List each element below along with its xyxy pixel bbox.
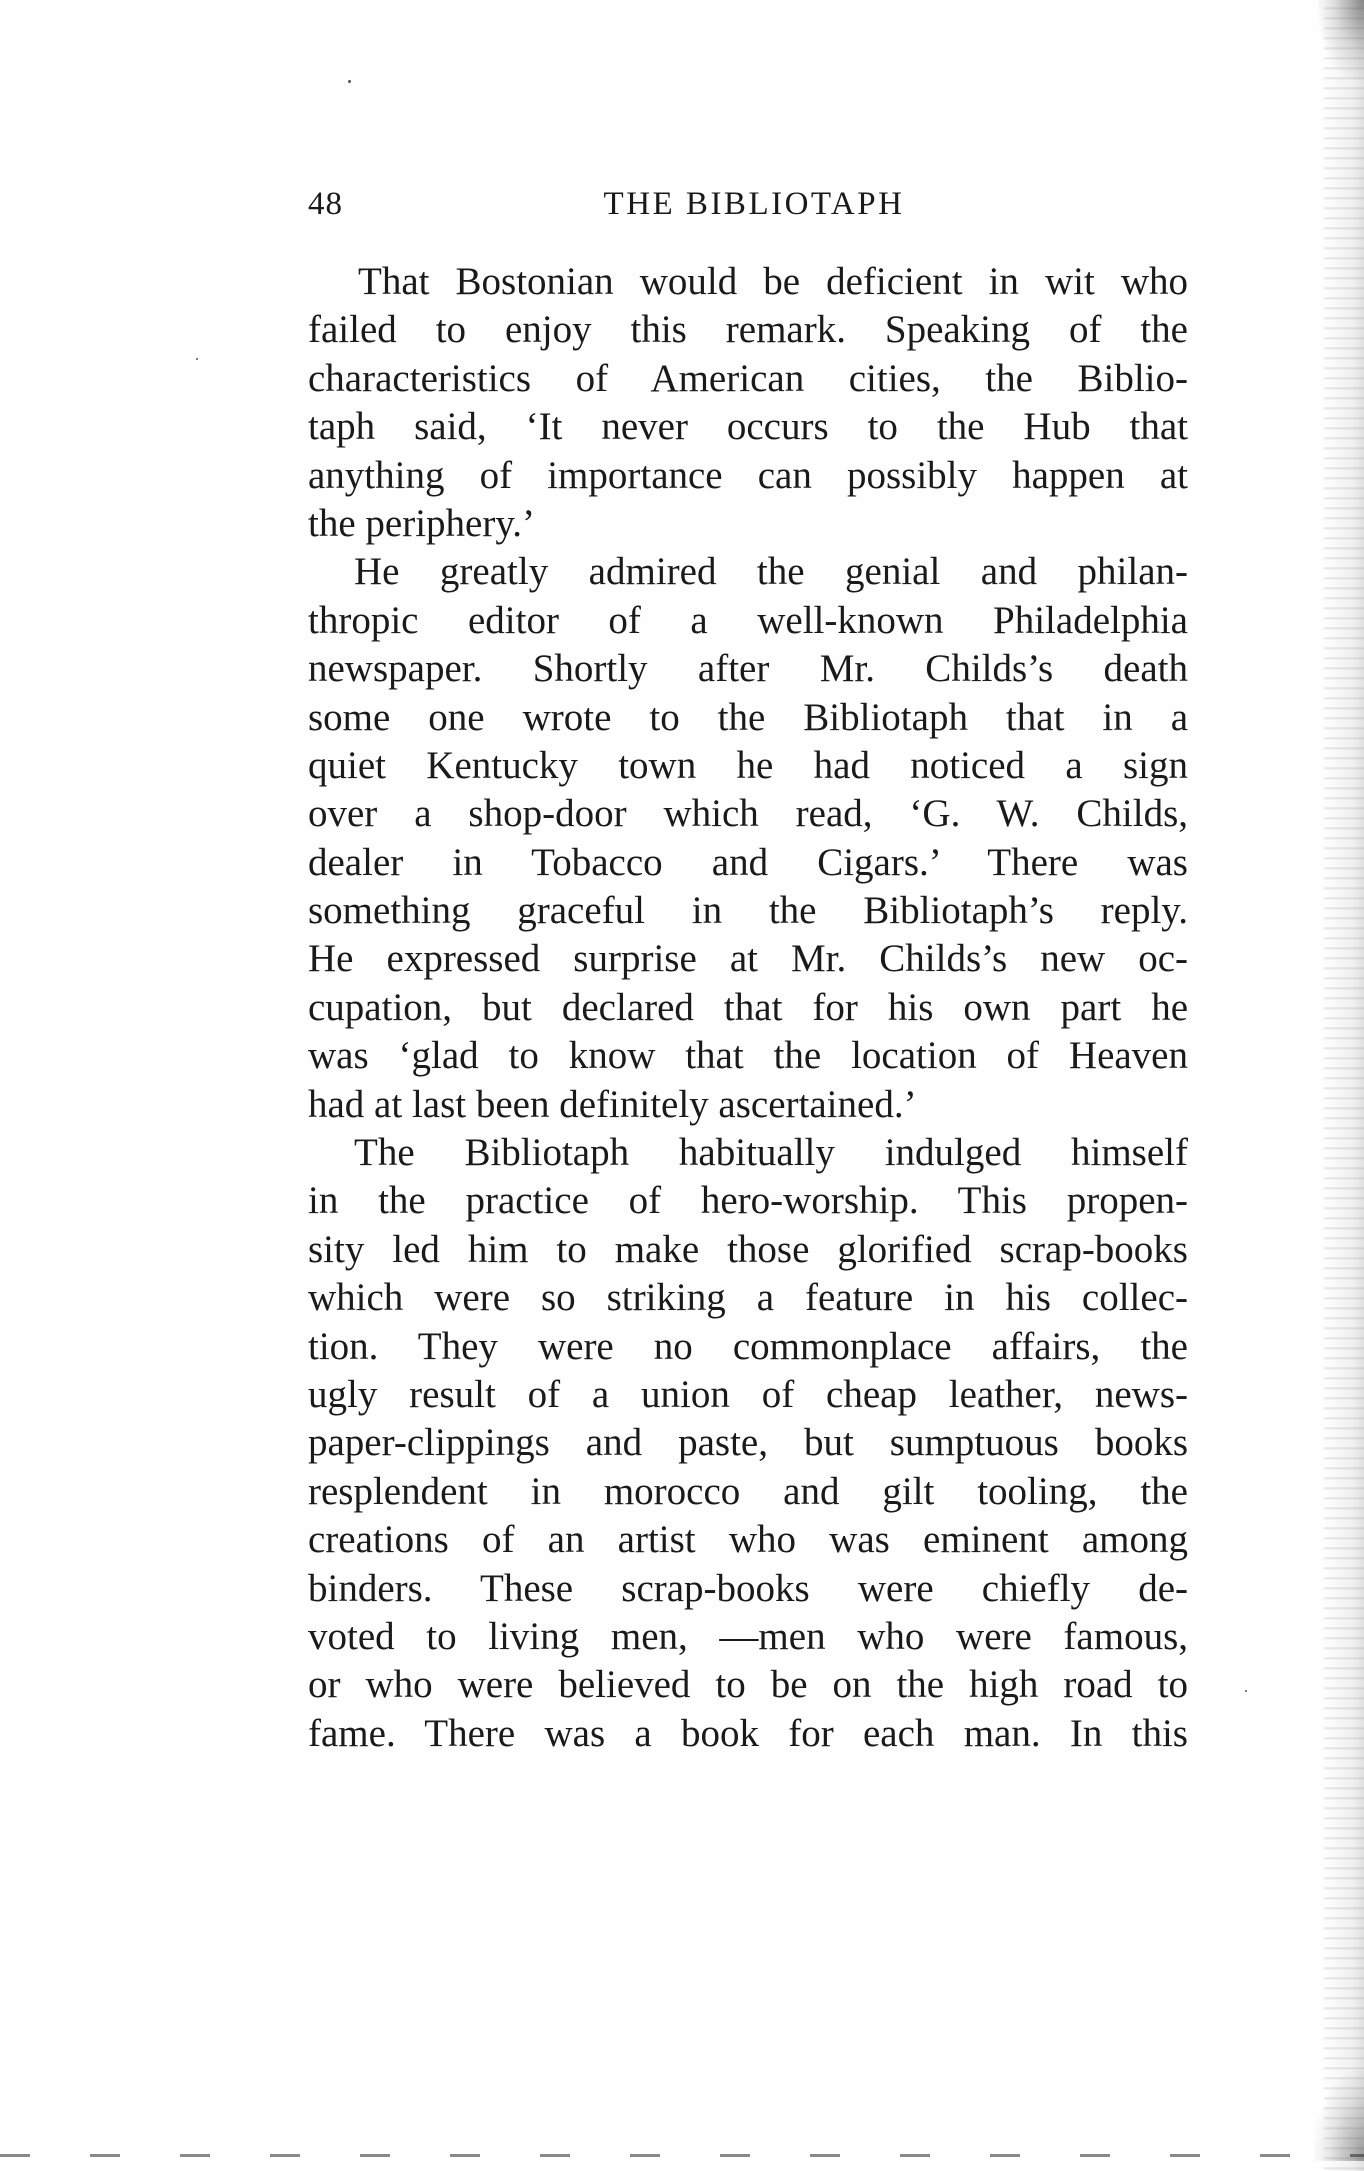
- page-number: 48: [308, 186, 343, 222]
- text-line: failed to enjoy this remark. Speaking of the: [308, 308, 1188, 352]
- text-line: over a shop-door which read, ‘G. W. Childs,: [308, 792, 1188, 836]
- scan-smudge-bottom: [1314, 2071, 1364, 2161]
- text-line: taph said, ‘It never occurs to the Hub that: [308, 405, 1188, 449]
- text-line: sity led him to make those glorified scrap-books: [308, 1227, 1188, 1271]
- text-line: voted to living men, —men who were famous,: [308, 1614, 1188, 1658]
- text-line: thropic editor of a well-known Philadelphia: [308, 598, 1188, 642]
- text-line: paper-clippings and paste, but sumptuous books: [308, 1421, 1188, 1465]
- scan-speck: [196, 358, 198, 360]
- scan-smudge-top: [1318, 0, 1364, 80]
- text-line: He expressed surprise at Mr. Childs’s new oc-: [308, 937, 1188, 981]
- text-line: quiet Kentucky town he had noticed a sign: [308, 743, 1188, 787]
- text-line: tion. They were no commonplace affairs, the: [308, 1324, 1188, 1368]
- text-line: some one wrote to the Bibliotaph that in a: [308, 695, 1188, 739]
- paragraph: [308, 1129, 1188, 1758]
- binding-edge: [1324, 0, 1364, 2171]
- text-line: newspaper. Shortly after Mr. Childs’s death: [308, 647, 1188, 691]
- text-line: or who were believed to be on the high road to: [308, 1663, 1188, 1707]
- text-line: resplendent in morocco and gilt tooling, the: [308, 1469, 1188, 1513]
- text-line: in the practice of hero-worship. This propen-: [308, 1179, 1188, 1223]
- text-line: He greatly admired the genial and philan-: [354, 550, 1188, 594]
- text-line: fame. There was a book for each man. In this: [308, 1711, 1188, 1755]
- text-line: dealer in Tobacco and Cigars.’ There was: [308, 840, 1188, 884]
- page-header: [308, 186, 1188, 236]
- text-line: cupation, but declared that for his own part he: [308, 985, 1188, 1029]
- text-line: creations of an artist who was eminent among: [308, 1518, 1188, 1562]
- page-bottom-edge: [0, 2154, 1364, 2157]
- scan-speck: [1245, 1690, 1247, 1692]
- text-line: the periphery.’: [308, 501, 536, 545]
- paragraph: [308, 548, 1188, 1129]
- text-line: ugly result of a union of cheap leather, news-: [308, 1372, 1188, 1416]
- text-line: The Bibliotaph habitually indulged himself: [354, 1131, 1188, 1175]
- paragraph: [308, 258, 1188, 548]
- text-line: which were so striking a feature in his collec-: [308, 1276, 1188, 1320]
- text-line: had at last been definitely ascertained.’: [308, 1082, 917, 1126]
- running-title: THE BIBLIOTAPH: [603, 186, 905, 222]
- text-line: anything of importance can possibly happen at: [308, 453, 1188, 497]
- text-line: was ‘glad to know that the location of Heaven: [308, 1034, 1188, 1078]
- scan-speck: [348, 80, 351, 83]
- body-text: [308, 258, 1188, 1758]
- text-line: binders. These scrap-books were chiefly de-: [308, 1566, 1188, 1610]
- text-line: That Bostonian would be deficient in wit who: [358, 260, 1188, 303]
- text-line: characteristics of American cities, the Biblio-: [308, 356, 1188, 400]
- text-line: something graceful in the Bibliotaph’s reply.: [308, 889, 1188, 933]
